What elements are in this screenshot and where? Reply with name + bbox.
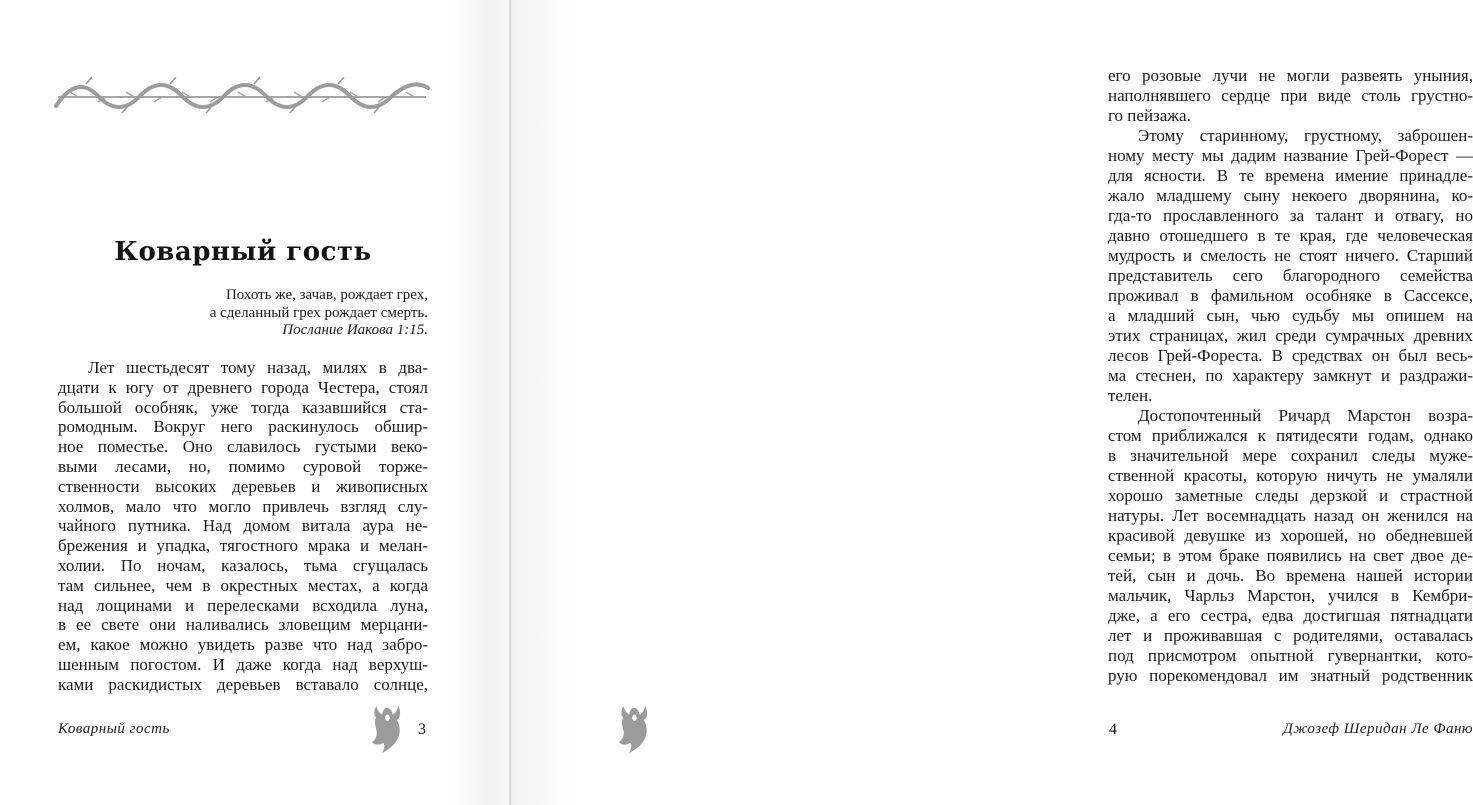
page-number: 3 <box>418 721 426 738</box>
text-line: мудрость и смелость не стоят ничего. Старший <box>1108 246 1473 265</box>
text-line: ромодным. Вокруг него раскинулось обшир- <box>58 417 428 437</box>
right-page <box>511 0 1473 805</box>
text-line: ма стеснен, по характеру замкнут и раздражи- <box>1108 366 1473 385</box>
text-line: гда-то прославленного за талант и отвагу, но <box>1108 206 1473 225</box>
text-line: Этому старинному, грустному, заброшен- <box>1138 126 1473 145</box>
text-line: рую порекомендовал им знатный родственник <box>1108 666 1473 685</box>
text-line: проживал в фамильном особняке в Сассексе, <box>1108 286 1473 305</box>
chapter-title: Коварный гость <box>114 237 372 267</box>
text-line: го пейзажа. <box>1108 106 1191 125</box>
right-page-footer <box>1108 721 1473 738</box>
text-line: ному месту мы дадим название Грей-Форест — <box>1108 146 1473 165</box>
text-line: ем, какое можно увидеть разве что над забро- <box>58 635 428 655</box>
text-line: хорошо заметные следы дерзкой и страстной <box>1108 486 1473 505</box>
text-line: дже, а его сестра, едва достигшая пятнадцати <box>1108 606 1473 625</box>
page-number: 4 <box>1109 721 1117 738</box>
running-title: Коварный гость <box>58 721 170 737</box>
text-line: этих страницах, жил среди сумрачных древних <box>1108 326 1473 345</box>
text-line: ное поместье. Оно славилось густыми веко- <box>58 437 428 457</box>
text-line: ственной красоты, которую ничуть не умаляли <box>1108 466 1473 485</box>
text-line: большой особняк, уже тогда казавшийся ста- <box>58 397 428 417</box>
text-line: шенным погостом. И даже когда над верхуш- <box>58 654 428 674</box>
left-page-body-text <box>58 358 428 695</box>
text-line: тей, сын и дочь. Во времена нашей истории <box>1108 566 1473 585</box>
text-line: его розовые лучи не могли развеять уныния, <box>1108 66 1473 85</box>
text-line: в ее свете они наливались зловещим мерцани- <box>58 615 428 635</box>
text-line: Достопочтенный Ричард Марстон возра- <box>1138 406 1473 425</box>
text-line: лесов Грей-Фореста. В средствах он был весь- <box>1108 346 1473 365</box>
text-line: холии. По ночам, казалось, тьма сгущалась <box>58 555 428 575</box>
text-line: стом приближался к пятидесяти годам, однако <box>1108 426 1473 445</box>
text-line: наполнявшего сердце при виде столь грустно- <box>1108 86 1473 105</box>
epigraph-line: а сделанный грех рождает смерть. <box>209 304 428 321</box>
text-line: ками раскидистых деревьев вставало солнце, <box>58 674 428 694</box>
text-line: ственности высоких деревьев и живописных <box>58 476 428 496</box>
text-line: брежения и упадка, тягостного мрака и мелан- <box>58 536 428 556</box>
running-author: Джозеф Шеридан Ле Фаню <box>1283 721 1473 737</box>
text-line: над лощинами и перелесками всходила луна, <box>58 595 428 615</box>
epigraph-line: Похоть же, зачав, рождает грех, <box>225 287 428 303</box>
text-line: красивой девушке из хорошей, но обедневшей <box>1108 526 1473 545</box>
text-line: мальчик, Чарльз Марстон, учился в Кембри- <box>1108 586 1473 605</box>
ghost-icon <box>616 703 650 756</box>
text-line: представитель сего благородного семейства <box>1108 266 1473 285</box>
text-line: чайного путника. Над домом витала аура не- <box>58 516 428 536</box>
text-line: выми лесами, но, помимо суровой торже- <box>58 456 428 476</box>
text-line: натуры. Лет восемнадцать назад он женился на <box>1108 506 1473 525</box>
right-page-body-text <box>1108 66 1473 686</box>
text-line: под присмотром опытной гувернантки, кото- <box>1108 646 1473 665</box>
text-line: жало младшему сыну некоего дворянина, ко- <box>1108 186 1473 205</box>
text-line: холмов, мало что могло привлечь взгляд слу- <box>58 496 428 516</box>
text-line: давно отошедшего в те края, где человеческая <box>1108 226 1473 245</box>
epigraph <box>58 287 428 340</box>
thorn-vine-ornament-icon <box>56 72 428 120</box>
text-line: телен. <box>1108 386 1153 405</box>
text-line: Лет шестьдесят тому назад, милях в два- <box>88 358 428 377</box>
text-line: семьи; в этом браке появились на свет двое де- <box>1108 546 1473 565</box>
text-line: лет и проживавшая с родителями, оставалась <box>1108 626 1473 645</box>
epigraph-source: Послание Иакова 1:15. <box>282 322 428 338</box>
text-line: там сильнее, чем в окрестных местах, а когда <box>58 575 428 595</box>
text-line: дцати к югу от древнего города Честера, стоял <box>58 377 428 397</box>
text-line: а младший сын, чью судьбу мы опишем на <box>1108 306 1473 325</box>
text-line: для ясности. В те времена имение принадле- <box>1108 166 1473 185</box>
text-line: в значительной мере сохранил следы муже- <box>1108 446 1473 465</box>
left-page <box>0 0 509 805</box>
ghost-icon <box>369 703 403 756</box>
